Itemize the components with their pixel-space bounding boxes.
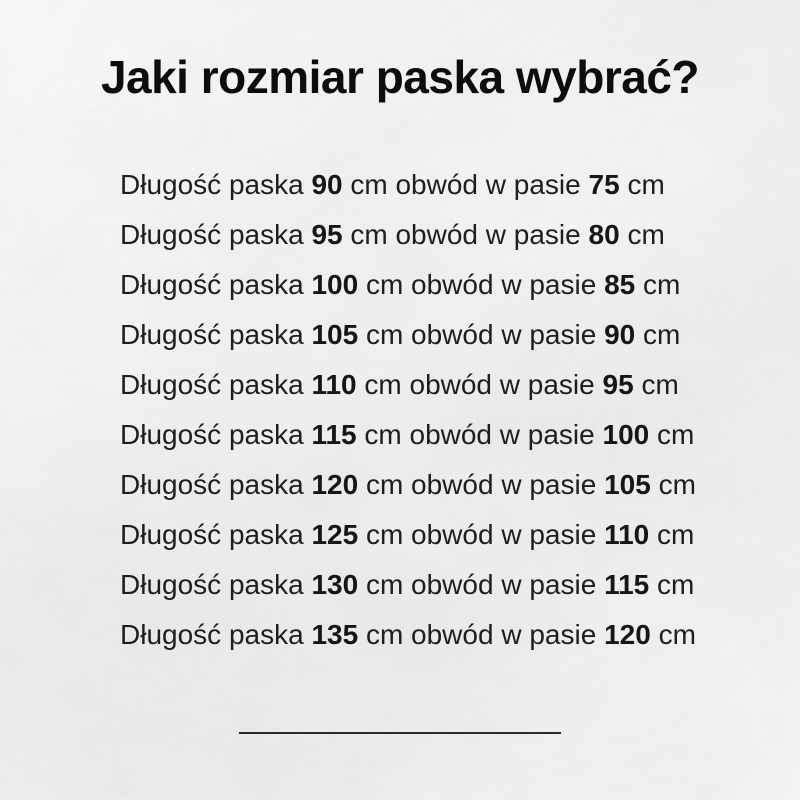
length-label: Długość paska: [120, 569, 304, 600]
belt-length-value: 100: [311, 269, 359, 300]
size-row: [120, 560, 800, 610]
unit-label: cm: [627, 169, 665, 200]
waist-value: 75: [588, 169, 620, 200]
size-row: [120, 360, 800, 410]
belt-length-value: 110: [311, 369, 357, 400]
length-label: Długość paska: [120, 319, 304, 350]
size-row: [120, 460, 800, 510]
waist-value: 115: [604, 569, 650, 600]
unit-label: cm: [657, 519, 695, 550]
unit-label: cm: [657, 419, 695, 450]
unit-label: cm: [658, 469, 696, 500]
size-row: [120, 260, 800, 310]
waist-value: 100: [602, 419, 650, 450]
length-label: Długość paska: [120, 619, 304, 650]
length-label: Długość paska: [120, 469, 304, 500]
size-row: [120, 210, 800, 260]
unit-label: cm: [627, 219, 665, 250]
length-label: Długość paska: [120, 219, 304, 250]
waist-value: 85: [604, 269, 636, 300]
length-label: Długość paska: [120, 369, 304, 400]
unit-label: cm: [657, 569, 695, 600]
size-row: [120, 610, 800, 660]
length-label: Długość paska: [120, 269, 304, 300]
size-row: [120, 410, 800, 460]
size-row: [120, 310, 800, 360]
waist-label: cm obwód w pasie: [350, 169, 581, 200]
page-title: Jaki rozmiar paska wybrać?: [100, 51, 700, 103]
waist-label: cm obwód w pasie: [365, 569, 597, 600]
belt-length-value: 95: [311, 219, 343, 250]
waist-label: cm obwód w pasie: [364, 369, 595, 400]
waist-label: cm obwód w pasie: [350, 219, 581, 250]
belt-length-value: 130: [311, 569, 359, 600]
waist-value: 90: [604, 319, 636, 350]
waist-value: 80: [588, 219, 620, 250]
belt-length-value: 135: [311, 619, 359, 650]
bottom-divider: [239, 732, 561, 734]
waist-label: cm obwód w pasie: [365, 469, 597, 500]
length-label: Długość paska: [120, 169, 304, 200]
waist-label: cm obwód w pasie: [365, 269, 597, 300]
unit-label: cm: [643, 269, 681, 300]
belt-length-value: 125: [311, 519, 359, 550]
size-row: [120, 160, 800, 210]
waist-value: 105: [604, 469, 651, 500]
waist-label: cm obwód w pasie: [365, 319, 597, 350]
unit-label: cm: [641, 369, 679, 400]
belt-length-value: 90: [311, 169, 343, 200]
belt-length-value: 120: [311, 469, 359, 500]
length-label: Długość paska: [120, 519, 304, 550]
unit-label: cm: [658, 619, 696, 650]
waist-label: cm obwód w pasie: [365, 619, 597, 650]
waist-label: cm obwód w pasie: [364, 419, 595, 450]
unit-label: cm: [643, 319, 681, 350]
waist-value: 120: [604, 619, 651, 650]
size-row: [120, 510, 800, 560]
belt-length-value: 115: [311, 419, 357, 450]
waist-label: cm obwód w pasie: [365, 519, 597, 550]
size-list: [0, 160, 800, 660]
waist-value: 95: [602, 369, 634, 400]
waist-value: 110: [604, 519, 650, 550]
belt-length-value: 105: [311, 319, 359, 350]
length-label: Długość paska: [120, 419, 304, 450]
